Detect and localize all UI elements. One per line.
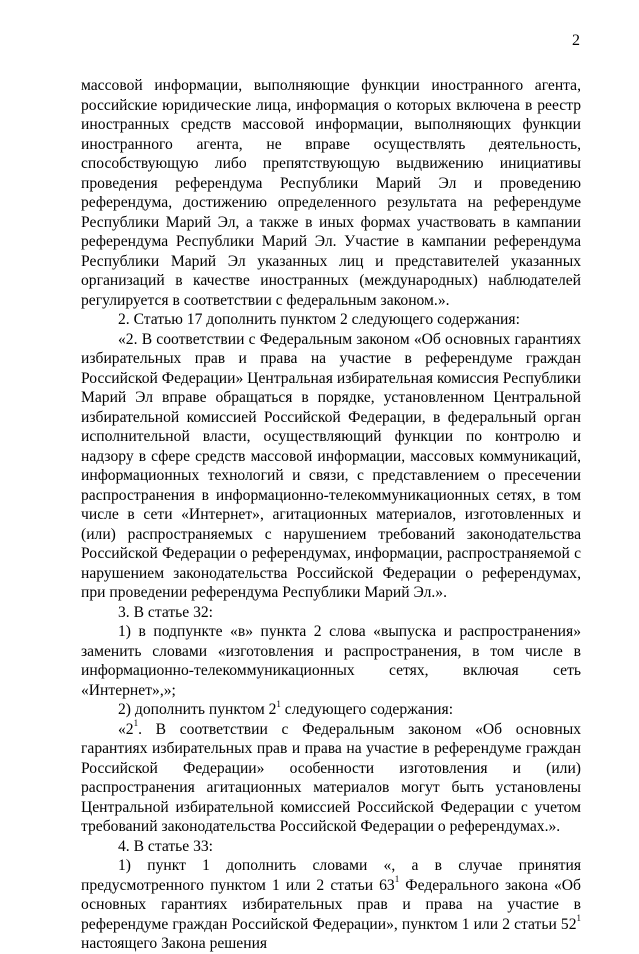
paragraph: [81, 603, 581, 623]
text-run: Федерального закона «Об основных гарантиях избирательных прав и права на участие в референдуме граждан Российской Федерации», пунктом 1 или 2 статьи 52: [81, 876, 581, 933]
text-run: настоящего Закона решения: [81, 935, 268, 952]
text-run: 3. В статье 32:: [118, 603, 214, 621]
paragraph: [81, 720, 581, 837]
paragraph: [81, 700, 581, 720]
text-run: 1) пункт 1 дополнить словами «, а в случае принятия предусмотренного пунктом 1 или 2 статьи 63: [81, 857, 581, 894]
text-run: . В соответствии с Федеральным законом «Об основных гарантиях избирательных прав и права на участие в референдуме граждан Российской Федерации» особенности изготовления и (или) распространения агитационных материалов могут быть установлены Центральной избирательной комиссией Российской Федерации с учетом требований законодательства Российской Федерации о референдумах.».: [81, 720, 581, 835]
superscript: 1: [394, 874, 400, 885]
paragraph: [81, 622, 581, 700]
text-run: «2: [118, 720, 134, 738]
document-body: [81, 76, 581, 954]
superscript: 1: [576, 913, 581, 924]
text-run: 2) дополнить пунктом 2: [118, 701, 277, 718]
text-run: 1) в подпункте «в» пункта 2 слова «выпуска и распространения» заменить словами «изготовления и распространения, в том числе в информационно-телекоммуникационных сетях, включая сеть «Интернет»,»;: [81, 623, 581, 699]
superscript: 1: [276, 698, 281, 709]
paragraph: [81, 310, 581, 330]
paragraph: [81, 76, 581, 310]
text-run: массовой информации, выполняющие функции иностранного агента, российские юридические лица, информация о которых включена в реестр иностранных средств массовой информации, выполняющих функции иностранного агента, не вправе осуществлять деятельность, способствующую либо препятствующую выдвижению инициативы проведения референдума Республики Марий Эл и проведению референдума, достижению определенного результата на референдуме Республики Марий Эл, а также в иных формах участвовать в кампании референдума Республики Марий Эл. Участие в кампании референдума Республики Марий Эл указанных лиц и представителей указанных организаций в качестве иностранных (международных) наблюдателей регулируется в соответствии с федеральным законом.».: [81, 77, 581, 309]
paragraph: [81, 330, 581, 603]
text-run: «2. В соответствии с Федеральным законом «Об основных гарантиях избирательных прав и права на участие в референдуме граждан Российской Федерации» Центральная избирательная комиссия Республики Марий Эл вправе обращаться в порядке, установленном Центральной избирательной комиссией Российской Федерации, в федеральный орган исполнительной власти, осуществляющий функции по контролю и надзору в сфере средств массовой информации, массовых коммуникаций, информационных технологий и связи, с представлением о пресечении распространения в информационно-телекоммуникационных сетях, в том числе в сети «Интернет», агитационных материалов, изготовленных и (или) распространяемых с нарушением требований законодательства Российской Федерации о референдумах, информации, распространяемой с нарушением законодательства Российской Федерации о референдумах, при проведении референдума Республики Марий Эл.».: [81, 330, 581, 601]
text-run: 2. Статью 17 дополнить пунктом 2 следующего содержания:: [118, 311, 520, 328]
text-run: следующего содержания:: [280, 701, 454, 718]
text-run: 4. В статье 33:: [118, 837, 214, 855]
paragraph: [81, 837, 581, 857]
page-number: 2: [572, 32, 580, 49]
superscript: 1: [133, 718, 139, 729]
